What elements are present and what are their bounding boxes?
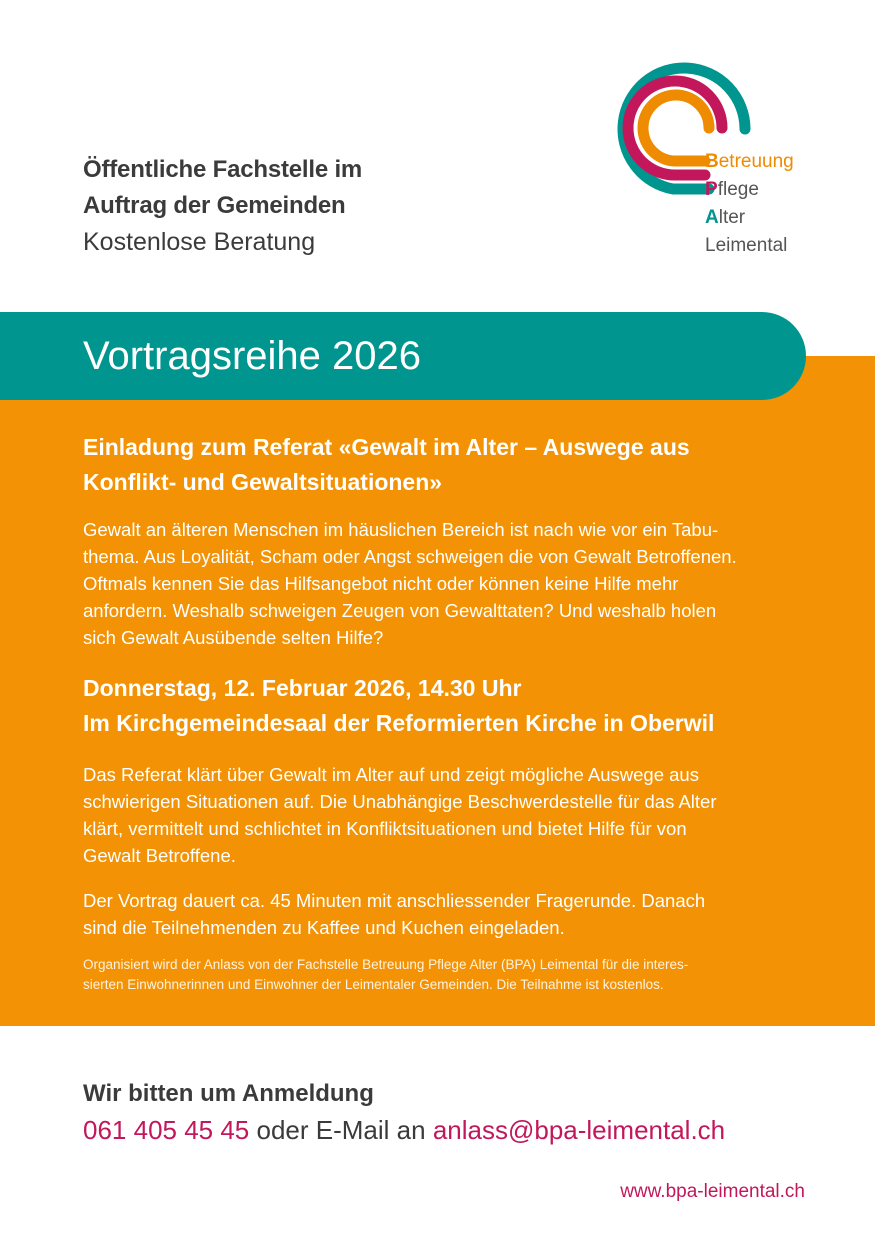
- event-location: Im Kirchgemeindesaal der Reformierten Kirche in Oberwil: [83, 710, 715, 736]
- header-line-1: Öffentliche Fachstelle im: [83, 156, 363, 183]
- event-content: [83, 430, 813, 995]
- intro-line: sich Gewalt Ausübende selten Hilfe?: [83, 627, 384, 648]
- organizer-line: Organisiert wird der Anlass von der Fachstelle Betreuung Pflege Alter (BPA) Leimental für die interes-: [83, 957, 689, 972]
- invite-heading: [83, 430, 813, 500]
- duration-paragraph: [83, 887, 813, 941]
- logo-wordmark: [705, 148, 794, 260]
- description-paragraph: [83, 761, 813, 869]
- description-line: Das Referat klärt über Gewalt im Alter auf und zeigt mögliche Auswege aus: [83, 764, 699, 785]
- duration-line: sind die Teilnehmenden zu Kaffee und Kuchen eingeladen.: [83, 917, 565, 938]
- header-block: [83, 152, 503, 260]
- description-line: klärt, vermittelt und schlichtet in Konfliktsituationen und bietet Hilfe für von: [83, 818, 687, 839]
- intro-line: thema. Aus Loyalität, Scham oder Angst schweigen die von Gewalt Betroffenen.: [83, 546, 737, 567]
- organizer-line: sierten Einwohnerinnen und Einwohner der Leimentaler Gemeinden. Die Teilnahme ist kostenlos.: [83, 977, 664, 992]
- email-link[interactable]: anlass@bpa-leimental.ch: [432, 1115, 726, 1145]
- invite-line-1: Einladung zum Referat «Gewalt im Alter – Auswege aus: [83, 434, 690, 460]
- logo-word-betreuung: Betreuung: [705, 151, 794, 172]
- event-date: Donnerstag, 12. Februar 2026, 14.30 Uhr: [83, 675, 522, 701]
- duration-line: Der Vortrag dauert ca. 45 Minuten mit anschliessender Fragerunde. Danach: [83, 890, 706, 911]
- header-line-2: Auftrag der Gemeinden: [83, 192, 346, 219]
- description-line: Gewalt Betroffene.: [83, 845, 236, 866]
- description-line: schwierigen Situationen auf. Die Unabhängige Beschwerdestelle für das Alter: [83, 791, 717, 812]
- intro-line: Gewalt an älteren Menschen im häuslichen Bereich ist nach wie vor ein Tabu-: [83, 519, 719, 540]
- intro-line: anfordern. Weshalb schweigen Zeugen von Gewalttaten? Und weshalb holen: [83, 600, 717, 621]
- invite-line-2: Konflikt- und Gewaltsituationen»: [83, 469, 443, 495]
- contact-connector: oder E-Mail an: [249, 1115, 433, 1145]
- intro-line: Oftmals kennen Sie das Hilfsangebot nicht oder können keine Hilfe mehr: [83, 573, 679, 594]
- logo-word-alter: Alter: [705, 207, 746, 228]
- header-line-3: Kostenlose Beratung: [83, 228, 316, 256]
- registration-block: [83, 1077, 803, 1149]
- logo-word-pflege: Pflege: [705, 179, 759, 200]
- logo-word-leimental: Leimental: [705, 235, 788, 256]
- organizer-note: [83, 955, 813, 995]
- title-banner: [0, 312, 806, 400]
- registration-contact: [83, 1111, 803, 1149]
- registration-heading: Wir bitten um Anmeldung: [83, 1080, 374, 1107]
- event-date-location: [83, 671, 813, 741]
- bpa-logo: [605, 52, 825, 262]
- banner-title: Vortragsreihe 2026: [83, 334, 422, 378]
- phone-link[interactable]: 061 405 45 45: [83, 1115, 250, 1145]
- intro-paragraph: [83, 516, 813, 651]
- website-link[interactable]: www.bpa-leimental.ch: [620, 1181, 805, 1202]
